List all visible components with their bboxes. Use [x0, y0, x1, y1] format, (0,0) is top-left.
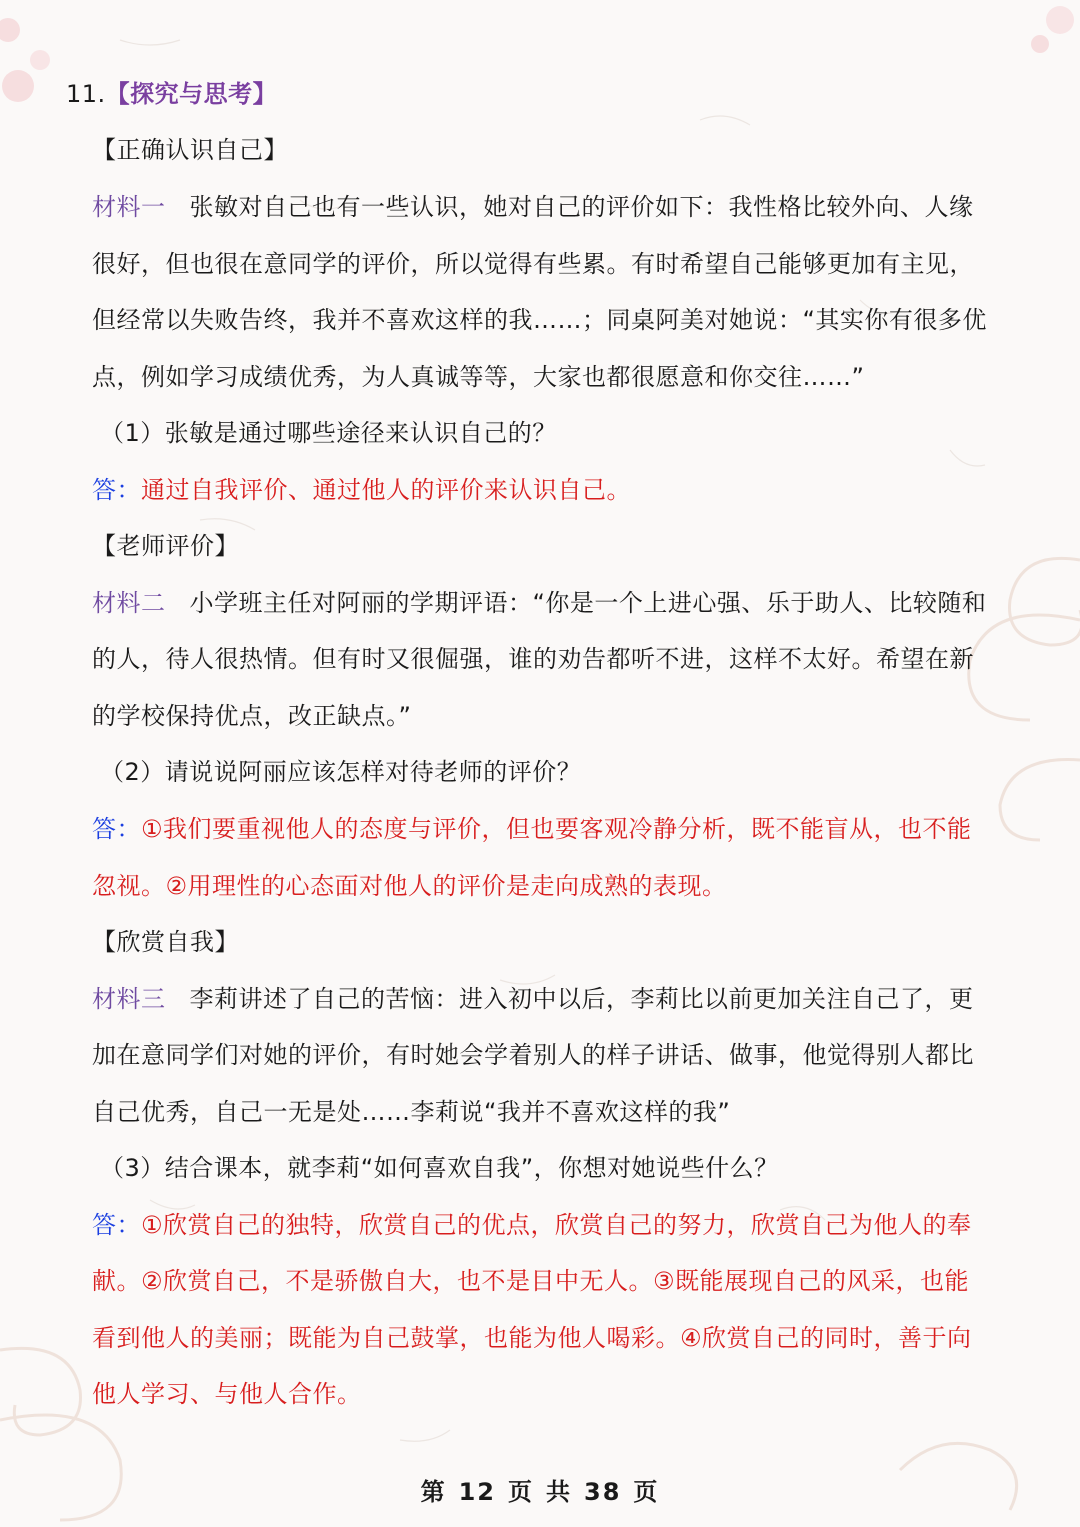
- material-3-label: 材料三: [92, 985, 166, 1013]
- answer-2-line-1: [92, 813, 972, 845]
- material-2-line-1: [92, 587, 986, 619]
- question-title: 【探究与思考】: [105, 80, 278, 108]
- footer-ye: 页: [508, 1478, 534, 1506]
- material-2-text: 小学班主任对阿丽的学期评语：“你是一个上进心强、乐于助人、比较随和: [189, 589, 987, 617]
- total-page-count: 38: [584, 1478, 622, 1506]
- section-title-correct-self: 【正确认识自己】: [92, 136, 288, 164]
- answer-2-line-2: 忽视。②用理性的心态面对他人的评价是走向成熟的表现。: [92, 872, 727, 900]
- section-title-appreciate-self: 【欣赏自我】: [92, 928, 239, 956]
- material-1-line-1: [92, 191, 974, 223]
- material-3-line-1: [92, 983, 974, 1015]
- question-heading: [66, 78, 277, 110]
- material-3-line-2: 加在意同学们对她的评价，有时她会学着别人的样子讲话、做事，他觉得别人都比: [92, 1041, 974, 1069]
- section-title-teacher-evaluation: 【老师评价】: [92, 532, 239, 560]
- answer-1-line-1: [92, 474, 631, 506]
- material-1-line-4: 点，例如学习成绩优秀，为人真诚等等，大家也都很愿意和你交往……”: [92, 363, 865, 391]
- footer-gong: 共: [546, 1478, 572, 1506]
- question-number: 11.: [66, 80, 106, 108]
- footer-ye-2: 页: [633, 1478, 660, 1506]
- footer-di: 第: [420, 1478, 447, 1506]
- question-3: （3）结合课本，就李莉“如何喜欢自我”，你想对她说些什么？: [100, 1154, 779, 1182]
- material-2-line-3: 的学校保持优点，改正缺点。”: [92, 702, 412, 730]
- question-1: （1）张敏是通过哪些途径来认识自己的？: [100, 419, 557, 447]
- material-3-text: 李莉讲述了自己的苦恼：进入初中以后，李莉比以前更加关注自己了，更: [189, 985, 974, 1013]
- answer-3-text: ①欣赏自己的独特，欣赏自己的优点，欣赏自己的努力，欣赏自己为他人的奉: [141, 1211, 972, 1239]
- answer-1-text: 通过自我评价、通过他人的评价来认识自己。: [141, 476, 631, 504]
- answer-2-text: ①我们要重视他人的态度与评价，但也要客观冷静分析，既不能盲从，也不能: [141, 815, 972, 843]
- answer-3-label: 答：: [92, 1211, 141, 1239]
- material-1-label: 材料一: [92, 193, 166, 221]
- material-1-line-3: 但经常以失败告终，我并不喜欢这样的我……；同桌阿美对她说：“其实你有很多优: [92, 306, 987, 334]
- answer-1-label: 答：: [92, 476, 141, 504]
- material-1-text: 张敏对自己也有一些认识，她对自己的评价如下：我性格比较外向、人缘: [189, 193, 974, 221]
- question-2: （2）请说说阿丽应该怎样对待老师的评价？: [100, 758, 582, 786]
- material-1-line-2: 很好，但也很在意同学的评价，所以觉得有些累。有时希望自己能够更加有主见，: [92, 250, 974, 278]
- answer-2-label: 答：: [92, 815, 141, 843]
- material-2-label: 材料二: [92, 589, 166, 617]
- answer-3-line-2: 献。②欣赏自己，不是骄傲自大，也不是目中无人。③既能展现自己的风采，也能: [92, 1267, 970, 1295]
- page-footer: [0, 1472, 1080, 1507]
- material-2-line-2: 的人，待人很热情。但有时又很倔强，谁的劝告都听不进，这样不太好。希望在新: [92, 645, 974, 673]
- answer-3-line-4: 他人学习、与他人合作。: [92, 1380, 362, 1408]
- answer-3-line-3: 看到他人的美丽；既能为自己鼓掌，也能为他人喝彩。④欣赏自己的同时，善于向: [92, 1324, 972, 1352]
- answer-3-line-1: [92, 1209, 972, 1241]
- current-page-number: 12: [458, 1478, 496, 1506]
- material-3-line-3: 自己优秀，自己一无是处……李莉说“我并不喜欢这样的我”: [92, 1098, 731, 1126]
